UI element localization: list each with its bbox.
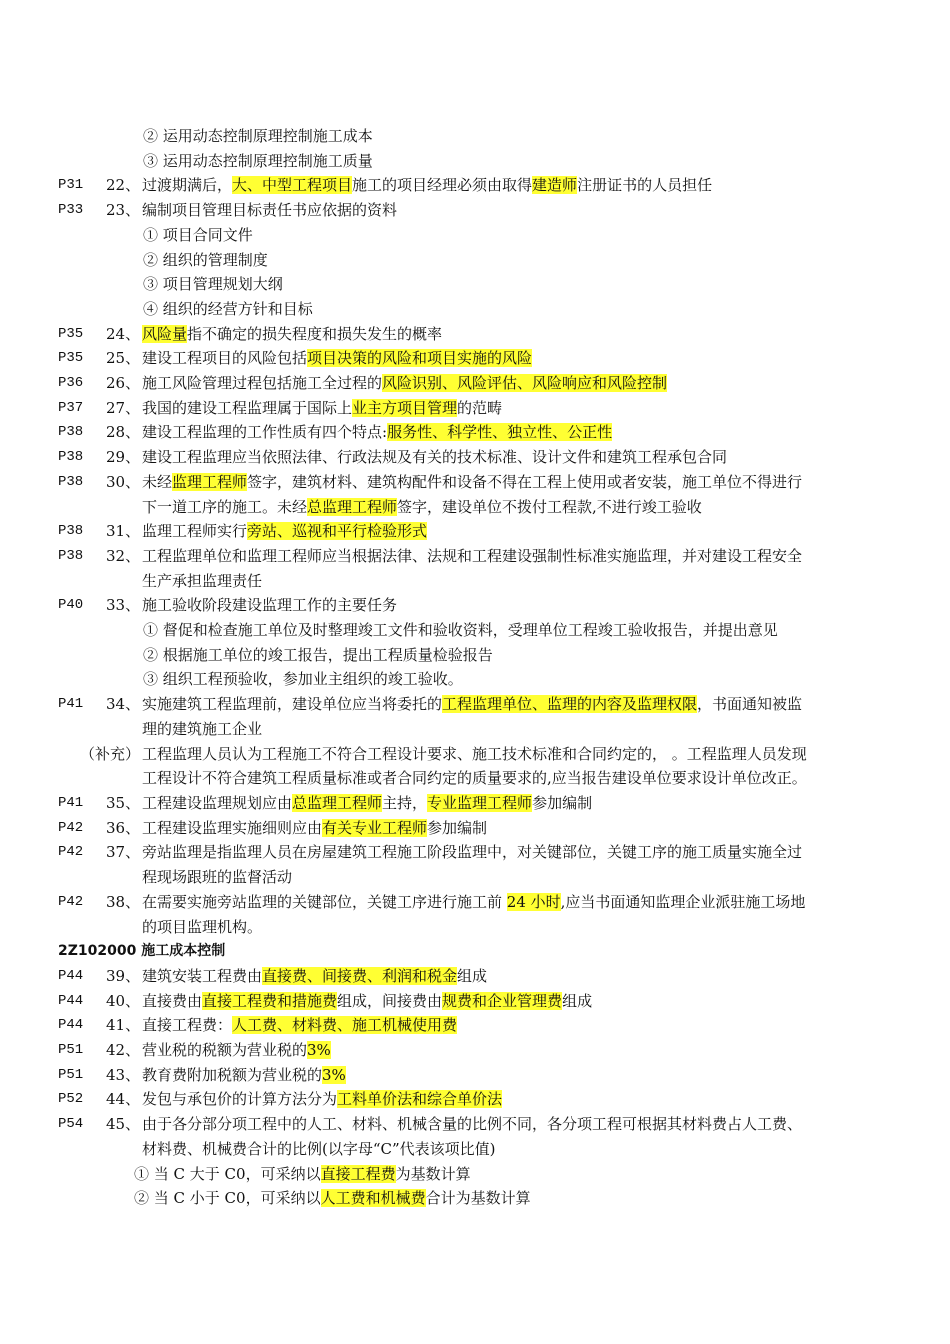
continuation-text [142, 1137, 892, 1162]
highlighted-text: 风险量 [142, 324, 188, 343]
text-segment: 我国的建设工程监理属于国际上 [142, 398, 353, 417]
item-number: 42、 [106, 1041, 141, 1060]
highlighted-text: 直接费、间接费、利润和税金 [262, 966, 458, 985]
doc-line [0, 1112, 950, 1137]
highlighted-text: 3% [307, 1041, 331, 1060]
sub-item-text [134, 1186, 950, 1211]
item-number: 30、 [106, 472, 141, 491]
highlighted-text: 风险识别、风险评估、风险响应和风险控制 [382, 374, 668, 393]
text-segment: 建设工程监理的工作性质有四个特点: [142, 423, 388, 442]
supplement-tag: （补充） [80, 744, 141, 763]
continuation-text [142, 717, 892, 742]
page-reference: P41 [58, 696, 84, 713]
continuation-text [142, 915, 892, 940]
text-segment: 实施建筑工程监理前，建设单位应当将委托的 [142, 695, 443, 714]
text-segment: 工程设计不符合建筑工程质量标准或者合同约定的质量要求的,应当报告建设单位要求设计单位改正。 [142, 769, 807, 788]
item-text [142, 692, 892, 717]
doc-line [0, 791, 950, 816]
item-number: 26、 [106, 374, 141, 393]
text-segment: 理的建筑施工企业 [142, 719, 263, 738]
item-text [142, 1038, 892, 1063]
item-text [142, 420, 892, 445]
doc-line [0, 717, 950, 742]
text-segment: 施工的项目经理必须由取得 [352, 176, 533, 195]
item-number: 44、 [106, 1090, 141, 1109]
item-number: 34、 [106, 695, 141, 714]
item-number: 35、 [106, 793, 141, 812]
item-number: 23、 [106, 201, 141, 220]
text-segment: 建设工程项目的风险包括 [142, 349, 308, 368]
doc-line [0, 618, 950, 643]
sub-item-text: ② 组织的管理制度 [143, 250, 268, 269]
item-number: 32、 [106, 546, 141, 565]
doc-line [0, 396, 950, 421]
doc-line [0, 840, 950, 865]
doc-line [0, 1186, 950, 1211]
text-segment: ① 当 C 大于 C0，可采纳以 [134, 1164, 321, 1183]
page-reference: P44 [58, 967, 84, 984]
item-text [142, 1013, 892, 1038]
page-reference: P44 [58, 1017, 84, 1034]
doc-line [0, 124, 950, 149]
text-segment: 旁站监理是指监理人员在房屋建筑工程施工阶段监理中，对关键部位，关键工序的施工质量实施全过 [142, 843, 803, 862]
item-number: 33、 [106, 596, 141, 615]
doc-line [0, 865, 950, 890]
doc-line [0, 890, 950, 915]
text-segment: ，书面通知被监 [697, 695, 803, 714]
item-text [142, 322, 892, 347]
page-reference: P42 [58, 819, 84, 836]
continuation-text [142, 495, 892, 520]
item-text [142, 445, 892, 470]
item-text [142, 890, 892, 915]
page-reference: P51 [58, 1066, 84, 1083]
doc-line [0, 989, 950, 1014]
page-reference: P35 [58, 350, 84, 367]
item-text [142, 396, 892, 421]
doc-line [0, 371, 950, 396]
text-segment: 直接工程费： [142, 1016, 233, 1035]
item-number: 40、 [106, 991, 141, 1010]
page-reference: P51 [58, 1042, 84, 1059]
doc-line [0, 346, 950, 371]
section-heading: 2Z102000 施工成本控制 [58, 943, 226, 960]
text-segment: 指不确定的损失程度和损失发生的概率 [187, 324, 443, 343]
page-reference: P40 [58, 597, 84, 614]
text-segment: 签字，建设单位不拨付工程款,不进行竣工验收 [397, 497, 702, 516]
text-segment: 的范畴 [457, 398, 503, 417]
text-segment: 组成，间接费由 [337, 991, 443, 1010]
doc-line [0, 569, 950, 594]
text-segment: 在需要实施旁站监理的关键部位，关键工序进行施工前 [142, 892, 507, 911]
doc-line [0, 643, 950, 668]
page-reference: P37 [58, 399, 84, 416]
doc-line [0, 149, 950, 174]
item-text [142, 1112, 892, 1137]
doc-line [0, 742, 950, 767]
document-page [0, 124, 950, 1211]
continuation-text [142, 569, 892, 594]
item-text [142, 816, 892, 841]
text-segment: 教育费附加税额为营业税的 [142, 1065, 323, 1084]
supplement-text [142, 742, 892, 767]
doc-line [0, 322, 950, 347]
text-segment: 组成 [457, 966, 488, 985]
doc-line [0, 1087, 950, 1112]
text-segment: 材料费、机械费合计的比例(以字母“C”代表该项比值) [142, 1139, 496, 1158]
text-segment: 程现场跟班的监督活动 [142, 868, 293, 887]
highlighted-text: 直接工程费和措施费 [202, 991, 338, 1010]
text-segment: 建筑安装工程费由 [142, 966, 263, 985]
highlighted-text: 人工费和机械费 [320, 1189, 426, 1208]
sub-item-text: ④ 组织的经营方针和目标 [143, 299, 313, 318]
continuation-text [142, 865, 892, 890]
highlighted-text: 建造师 [532, 176, 578, 195]
sub-item-text: ② 运用动态控制原理控制施工成本 [143, 127, 373, 145]
text-segment: 施工验收阶段建设监理工作的主要任务 [142, 596, 398, 615]
text-segment: 由于各分部分项工程中的人工、材料、机械含量的比例不同，各分项工程可根据其材料费占人工费、 [142, 1115, 803, 1134]
doc-line [0, 766, 950, 791]
item-text [142, 371, 892, 396]
doc-line [0, 519, 950, 544]
doc-line [0, 915, 950, 940]
doc-line [0, 593, 950, 618]
page-reference: P42 [58, 844, 84, 861]
item-number: 28、 [106, 423, 141, 442]
item-text [142, 519, 892, 544]
doc-line [0, 667, 950, 692]
page-reference: P38 [58, 473, 84, 490]
highlighted-text: 总监理工程师 [292, 793, 383, 812]
doc-line [0, 470, 950, 495]
item-text [142, 544, 892, 569]
page-reference: P38 [58, 523, 84, 540]
sub-item-text: ③ 运用动态控制原理控制施工质量 [143, 151, 373, 170]
highlighted-text: 人工费、材料费、施工机械使用费 [232, 1016, 458, 1035]
highlighted-text: 服务性、科学性、独立性、公正性 [387, 423, 613, 442]
item-number: 41、 [106, 1016, 141, 1035]
page-reference: P38 [58, 424, 84, 441]
item-text [142, 593, 892, 618]
text-segment: 工程建设监理实施细则应由 [142, 818, 323, 837]
doc-line [0, 248, 950, 273]
text-segment: 过渡期满后， [142, 176, 233, 195]
highlighted-text: 旁站、巡视和平行检验形式 [247, 522, 428, 541]
item-number: 24、 [106, 324, 141, 343]
doc-line [0, 816, 950, 841]
highlighted-text: 24 小时 [506, 892, 561, 911]
doc-line [0, 692, 950, 717]
text-segment: 编制项目管理目标责任书应依据的资料 [142, 201, 398, 220]
highlighted-text: 3% [322, 1065, 346, 1084]
item-text [142, 198, 892, 223]
page-reference: P41 [58, 794, 84, 811]
text-segment: 施工风险管理过程包括施工全过程的 [142, 374, 383, 393]
page-reference: P38 [58, 449, 84, 466]
doc-line [0, 173, 950, 198]
page-reference: P38 [58, 547, 84, 564]
doc-line [0, 1038, 950, 1063]
item-number: 39、 [106, 966, 141, 985]
doc-line [0, 272, 950, 297]
item-number: 25、 [106, 349, 141, 368]
text-segment: 建设工程监理应当依照法律、行政法规及有关的技术标准、设计文件和建筑工程承包合同 [142, 448, 728, 467]
sub-item-text: ② 根据施工单位的竣工报告，提出工程质量检验报告 [143, 645, 493, 664]
sub-item-text: ③ 项目管理规划大纲 [143, 275, 283, 294]
doc-line [0, 1013, 950, 1038]
text-segment: 工程监理人员认为工程施工不符合工程设计要求、施工技术标准和合同约定的， 。工程监理人员发现 [142, 744, 807, 763]
item-number: 22、 [106, 176, 141, 195]
item-number: 27、 [106, 398, 141, 417]
highlighted-text: 直接工程费 [320, 1164, 396, 1183]
item-number: 45、 [106, 1115, 141, 1134]
doc-line [0, 495, 950, 520]
doc-line [0, 420, 950, 445]
doc-line [0, 1137, 950, 1162]
highlighted-text: 有关专业工程师 [322, 818, 428, 837]
item-number: 31、 [106, 522, 141, 541]
item-number: 29、 [106, 448, 141, 467]
text-segment: 下一道工序的施工。未经 [142, 497, 308, 516]
highlighted-text: 专业监理工程师 [427, 793, 533, 812]
doc-line [0, 1063, 950, 1088]
text-segment: 直接费由 [142, 991, 203, 1010]
item-text [142, 791, 892, 816]
page-reference: P35 [58, 325, 84, 342]
text-segment: 主持， [382, 793, 428, 812]
text-segment: 参加编制 [532, 793, 593, 812]
text-segment: 注册证书的人员担任 [577, 176, 713, 195]
doc-line [0, 939, 950, 964]
page-reference: P54 [58, 1116, 84, 1133]
doc-line [0, 445, 950, 470]
highlighted-text: 监理工程师 [172, 472, 248, 491]
item-text [142, 989, 892, 1014]
sub-item-text [134, 1162, 950, 1187]
page-reference: P33 [58, 202, 84, 219]
text-segment: 为基数计算 [395, 1164, 471, 1183]
highlighted-text: 工料单价法和综合单价法 [337, 1090, 503, 1109]
item-number: 38、 [106, 892, 141, 911]
text-segment: 工程建设监理规划应由 [142, 793, 293, 812]
item-number: 37、 [106, 843, 141, 862]
highlighted-text: 工程监理单位、监理的内容及监理权限 [442, 695, 698, 714]
text-segment: 未经 [142, 472, 173, 491]
page-reference: P52 [58, 1091, 84, 1108]
doc-line [0, 297, 950, 322]
sub-item-text: ③ 组织工程预验收，参加业主组织的竣工验收。 [143, 670, 463, 689]
doc-line [0, 544, 950, 569]
highlighted-text: 总监理工程师 [307, 497, 398, 516]
item-number: 36、 [106, 818, 141, 837]
item-text [142, 1063, 892, 1088]
doc-line [0, 223, 950, 248]
text-segment: 监理工程师实行 [142, 522, 248, 541]
text-segment: 工程监理单位和监理工程师应当根据法律、法规和工程建设强制性标准实施监理，并对建设工程安全 [142, 546, 803, 565]
text-segment: 营业税的税额为营业税的 [142, 1041, 308, 1060]
text-segment: ,应当书面通知监理企业派驻施工场地 [560, 892, 806, 911]
text-segment: 合计为基数计算 [425, 1189, 531, 1208]
doc-line [0, 1162, 950, 1187]
item-text [142, 470, 892, 495]
page-reference: P31 [58, 177, 84, 194]
item-text [142, 173, 892, 198]
text-segment: 生产承担监理责任 [142, 571, 263, 590]
continuation-text [142, 766, 892, 791]
text-segment: 发包与承包价的计算方法分为 [142, 1090, 338, 1109]
item-text [142, 346, 892, 371]
item-text [142, 840, 892, 865]
sub-item-text: ① 项目合同文件 [143, 225, 253, 244]
text-segment: 参加编制 [427, 818, 488, 837]
sub-item-text: ① 督促和检查施工单位及时整理竣工文件和验收资料，受理单位工程竣工验收报告，并提出意见 [143, 621, 778, 640]
page-reference: P36 [58, 375, 84, 392]
page-reference: P44 [58, 992, 84, 1009]
highlighted-text: 项目决策的风险和项目实施的风险 [307, 349, 533, 368]
doc-line [0, 964, 950, 989]
item-text [142, 1087, 892, 1112]
page-reference: P42 [58, 893, 84, 910]
highlighted-text: 规费和企业管理费 [442, 991, 563, 1010]
highlighted-text: 大、中型工程项目 [232, 176, 353, 195]
text-segment: 签字，建筑材料、建筑构配件和设备不得在工程上使用或者安装，施工单位不得进行 [247, 472, 803, 491]
text-segment: 的项目监理机构。 [142, 917, 263, 936]
text-segment: ② 当 C 小于 C0，可采纳以 [134, 1189, 321, 1208]
item-text [142, 964, 892, 989]
item-number: 43、 [106, 1065, 141, 1084]
highlighted-text: 业主方项目管理 [352, 398, 458, 417]
text-segment: 组成 [562, 991, 593, 1010]
doc-line [0, 198, 950, 223]
